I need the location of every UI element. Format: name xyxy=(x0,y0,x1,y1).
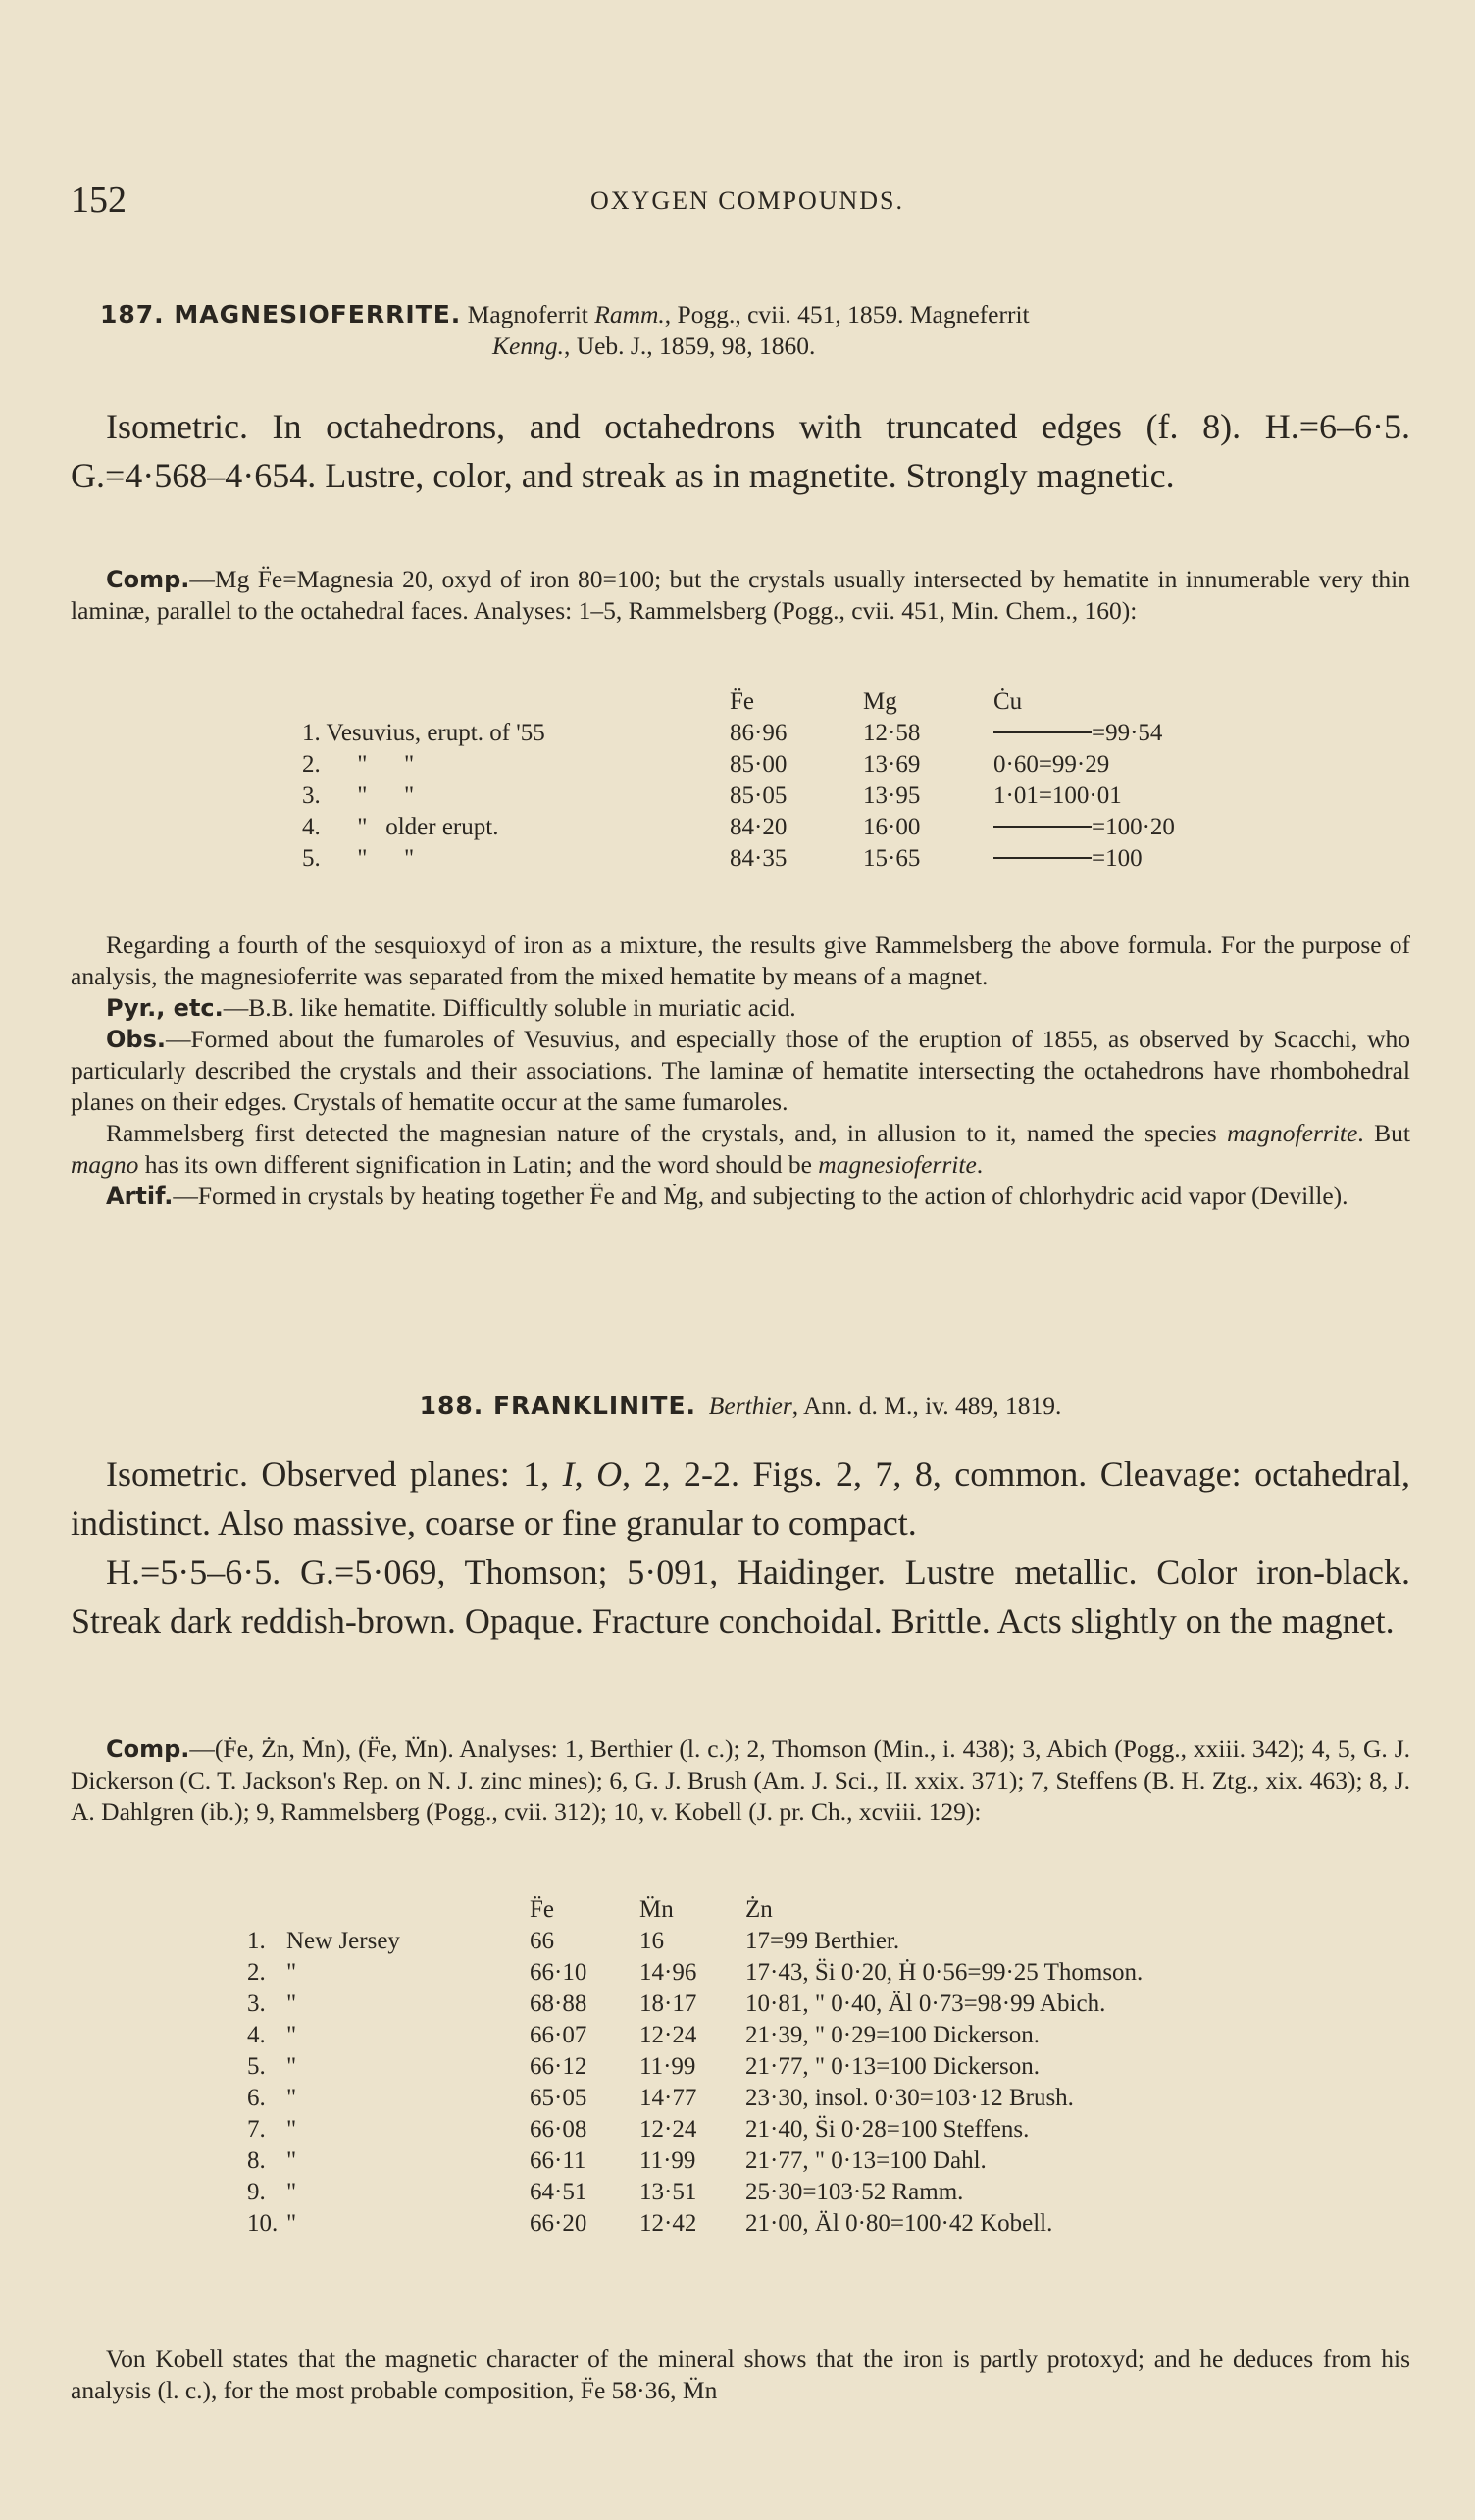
text: , xyxy=(574,1454,597,1493)
table-cell: 3. " " xyxy=(302,782,415,809)
table-cell: 21·00, Äl 0·80=100·42 Kobell. xyxy=(745,2210,1053,2237)
table-cell: 17·43, S̈i 0·20, Ḣ 0·56=99·25 Thomson. xyxy=(745,1959,1144,1986)
term: magno xyxy=(71,1150,139,1179)
table-row xyxy=(247,1989,1143,2020)
table-cell: 12·24 xyxy=(639,2022,697,2048)
table-cell: 6. xyxy=(247,2085,266,2111)
table-cell: 12·42 xyxy=(639,2210,697,2237)
table-cell: 17=99 Berthier. xyxy=(745,1928,900,1954)
section-187-description: Isometric. In octahedrons, and octahedrons with truncated edges (f. 8). H.=6–6·5. G.=4·568–4·654. Lustre, color, and streak as in magnetite. Strongly magnetic. xyxy=(71,407,1410,495)
text: Isometric. Observed planes: 1, xyxy=(106,1454,563,1493)
cell-value: =100·20 xyxy=(1092,814,1175,840)
table-cell xyxy=(993,812,1175,843)
cell-value: =100 xyxy=(1092,845,1143,872)
text: . But xyxy=(1357,1119,1410,1147)
table-row xyxy=(247,2177,1143,2208)
table-cell: 85·05 xyxy=(730,782,788,809)
table-header-row xyxy=(247,1894,1143,1926)
table-cell: " xyxy=(286,2053,297,2080)
table-cell: 14·96 xyxy=(639,1959,697,1986)
table-cell: " xyxy=(286,1991,297,2017)
table-cell: 21·40, S̈i 0·28=100 Steffens. xyxy=(745,2116,1030,2142)
table-cell: 0·60=99·29 xyxy=(993,751,1110,778)
table-header xyxy=(247,1894,286,1926)
comp-lead: Comp. xyxy=(106,566,190,593)
table-row xyxy=(302,812,1175,843)
table-cell: " xyxy=(286,2085,297,2111)
paragraph xyxy=(71,1118,1410,1181)
table-cell xyxy=(993,718,1175,749)
table-cell: 21·39, " 0·29=100 Dickerson. xyxy=(745,2022,1040,2048)
comp-lead: Comp. xyxy=(106,1736,190,1763)
table-cell: 66·07 xyxy=(530,2022,587,2048)
table-cell: New Jersey xyxy=(286,1928,400,1954)
table-row xyxy=(302,749,1175,781)
table-row xyxy=(302,781,1175,812)
table-cell: 66·11 xyxy=(530,2147,586,2174)
author: Berthier xyxy=(708,1391,792,1420)
table-cell: 18·17 xyxy=(639,1991,697,2017)
table-row xyxy=(247,2020,1143,2051)
paragraph: Regarding a fourth of the sesquioxyd of iron as a mixture, the results give Rammelsberg the above formula. For the purpose of analysis, the magnesioferrite was separated from the mixed hematite by means of a magnet. xyxy=(71,931,1410,990)
table-header: M̈n xyxy=(639,1896,674,1923)
table-cell: 12·24 xyxy=(639,2116,697,2142)
mineral-name: 188. FRANKLINITE. xyxy=(419,1391,697,1420)
section-187-title xyxy=(71,299,1410,362)
table-cell: 23·30, insol. 0·30=103·12 Brush. xyxy=(745,2085,1074,2111)
table-cell: 11·99 xyxy=(639,2053,696,2080)
table-header: Mg xyxy=(863,688,897,715)
section-188-title xyxy=(71,1390,1410,1422)
table-row xyxy=(247,2083,1143,2114)
term: magnesioferrite xyxy=(818,1150,977,1179)
text: Rammelsberg first detected the magnesian nature of the crystals, and, in allusion to it, named the species xyxy=(106,1119,1228,1147)
table-cell: 15·65 xyxy=(863,845,921,872)
dash-rule xyxy=(993,857,1092,859)
table-cell: 86·96 xyxy=(730,720,788,746)
table-cell: 25·30=103·52 Ramm. xyxy=(745,2179,964,2205)
table-cell: 66·20 xyxy=(530,2210,587,2237)
table-cell: 84·20 xyxy=(730,814,788,840)
text: has its own different signification in Latin; and the word should be xyxy=(138,1150,819,1179)
table-cell xyxy=(993,843,1175,875)
dash-rule xyxy=(993,826,1092,828)
table-cell: 85·00 xyxy=(730,751,788,778)
table-cell: 1. xyxy=(247,1928,266,1954)
text: , 2, 2-2. Figs. 2, 7, 8, common. Cleavage: octahedral, indistinct. Also massive, coarse or fine granular to compact. xyxy=(71,1454,1411,1542)
mineral-name: 187. MAGNESIOFERRITE. xyxy=(100,300,462,328)
table-cell: 64·51 xyxy=(530,2179,587,2205)
table-cell: 2. xyxy=(247,1959,266,1986)
comp-text: —Mg F̈e=Magnesia 20, oxyd of iron 80=100; but the crystals usually intersected by hematite in innumerable very thin laminæ, parallel to the octahedral faces. Analyses: 1–5, Rammelsberg (Pogg., cvii. 451, Min. Chem., 160): xyxy=(71,565,1410,625)
artif-lead: Artif. xyxy=(106,1183,174,1210)
text: . xyxy=(976,1150,984,1179)
table-row xyxy=(302,843,1175,875)
table-cell: 11·99 xyxy=(639,2147,696,2174)
table-cell: 68·88 xyxy=(530,1991,587,2017)
title-text: Magnoferrit xyxy=(461,300,595,328)
table-cell: 13·95 xyxy=(863,782,921,809)
table-cell: " xyxy=(286,2022,297,2048)
reference: , Ann. d. M., iv. 489, 1819. xyxy=(791,1391,1062,1420)
table-cell: 16·00 xyxy=(863,814,921,840)
section-187-notes xyxy=(71,930,1410,1212)
reference: , Pogg., cvii. 451, 1859. Magneferrit xyxy=(664,300,1030,328)
table-cell: " xyxy=(286,2147,297,2174)
table-cell: 9. xyxy=(247,2179,266,2205)
table-cell: 10·81, " 0·40, Äl 0·73=98·99 Abich. xyxy=(745,1991,1106,2017)
table-cell: 13·51 xyxy=(639,2179,697,2205)
section-187-composition xyxy=(71,564,1410,627)
cell-value: =99·54 xyxy=(1092,720,1163,746)
table-cell: 4. xyxy=(247,2022,266,2048)
analysis-table-188 xyxy=(247,1894,1143,2240)
table-cell: " xyxy=(286,1959,297,1986)
table-cell: 65·05 xyxy=(530,2085,587,2111)
comp-text: —(Ḟe, Żn, Ṁn), (F̈e, M̈n). Analyses: 1, Berthier (l. c.); 2, Thomson (Min., i. 438); 3, Abich (Pogg., xxiii. 342); 4, 5, G. J. Dickerson (C. T. Jackson's Rep. on N. J. zinc mines); 6, G. J. Brush (Am. J. Sci., II. xxix. 371); 7, Steffens (B. H. Ztg., xix. 463); 8, J. A. Dahlgren (ib.); 9, Rammelsberg (Pogg., cvii. 312); 10, v. Kobell (J. pr. Ch., xcviii. 129): xyxy=(71,1735,1410,1826)
table-header: F̈e xyxy=(730,688,754,715)
table-cell: 4. " older erupt. xyxy=(302,814,499,840)
table-cell: 10. xyxy=(247,2210,279,2237)
table-header xyxy=(286,1894,530,1926)
table-cell: 2. " " xyxy=(302,751,415,778)
running-head: OXYGEN COMPOUNDS. xyxy=(589,186,905,215)
author: Ramm. xyxy=(594,300,665,328)
table-cell: 66 xyxy=(530,1928,554,1954)
table-header: Żn xyxy=(745,1896,773,1923)
table-cell: 7. xyxy=(247,2116,266,2142)
dash-rule xyxy=(993,731,1092,733)
pyr-lead: Pyr., etc. xyxy=(106,994,224,1022)
reference: , Ueb. J., 1859, 98, 1860. xyxy=(563,331,816,360)
page-header xyxy=(71,178,1424,227)
section-188-description xyxy=(71,1449,1410,1645)
table-header: Ċu xyxy=(993,688,1023,715)
table-cell: 12·58 xyxy=(863,720,921,746)
section-188-composition xyxy=(71,1734,1410,1828)
table-row xyxy=(302,718,1175,749)
paragraph: H.=5·5–6·5. G.=5·069, Thomson; 5·091, Haidinger. Lustre metallic. Color iron-black. Streak dark reddish-brown. Opaque. Fracture conchoidal. Brittle. Acts slightly on the magnet. xyxy=(71,1552,1410,1640)
table-header: F̈e xyxy=(530,1896,554,1923)
term: magnoferrite xyxy=(1227,1119,1358,1147)
table-cell: 16 xyxy=(639,1928,664,1954)
table-header xyxy=(302,686,730,718)
table-cell: 21·77, " 0·13=100 Dickerson. xyxy=(745,2053,1040,2080)
table-row xyxy=(247,1957,1143,1989)
table-cell: " xyxy=(286,2179,297,2205)
obs-lead: Obs. xyxy=(106,1026,166,1053)
table-cell: 8. xyxy=(247,2147,266,2174)
table-row xyxy=(247,2145,1143,2177)
table-cell: 66·08 xyxy=(530,2116,587,2142)
artif-text: —Formed in crystals by heating together F̈e and Ṁg, and subjecting to the action of chlorhydric acid vapor (Deville). xyxy=(173,1182,1348,1210)
table-cell: 5. xyxy=(247,2053,266,2080)
pyr-text: —B.B. like hematite. Difficultly soluble in muriatic acid. xyxy=(223,993,796,1022)
table-row xyxy=(247,2051,1143,2083)
section-188-closing: Von Kobell states that the magnetic character of the mineral shows that the iron is partly protoxyd; and he deduces from his analysis (l. c.), for the most probable composition, F̈e 58·36, M̈n xyxy=(71,2344,1410,2404)
table-cell: 5. " " xyxy=(302,845,415,872)
table-cell: 13·69 xyxy=(863,751,921,778)
plane: I xyxy=(562,1454,575,1493)
table-row xyxy=(247,2208,1143,2240)
obs-text: —Formed about the fumaroles of Vesuvius, and especially those of the eruption of 1855, as observed by Scacchi, who particularly described the crystals and their associations. The laminæ of hematite intersecting the octahedrons have rhombohedral planes on their edges. Crystals of hematite occur at the same fumaroles. xyxy=(71,1025,1410,1116)
table-cell: 21·77, " 0·13=100 Dahl. xyxy=(745,2147,987,2174)
table-row xyxy=(247,2114,1143,2145)
page-number: 152 xyxy=(71,179,127,221)
table-row xyxy=(247,1926,1143,1957)
table-cell: 1. Vesuvius, erupt. of '55 xyxy=(302,720,545,746)
table-cell: 66·10 xyxy=(530,1959,587,1986)
table-cell: " xyxy=(286,2210,297,2237)
table-cell: " xyxy=(286,2116,297,2142)
plane: O xyxy=(596,1454,623,1493)
table-cell: 1·01=100·01 xyxy=(993,782,1122,809)
author: Kenng. xyxy=(492,331,564,360)
table-header-row xyxy=(302,686,1175,718)
table-cell: 84·35 xyxy=(730,845,788,872)
table-cell: 66·12 xyxy=(530,2053,587,2080)
table-cell: 14·77 xyxy=(639,2085,697,2111)
table-cell: 3. xyxy=(247,1991,266,2017)
analysis-table-187 xyxy=(302,686,1175,875)
